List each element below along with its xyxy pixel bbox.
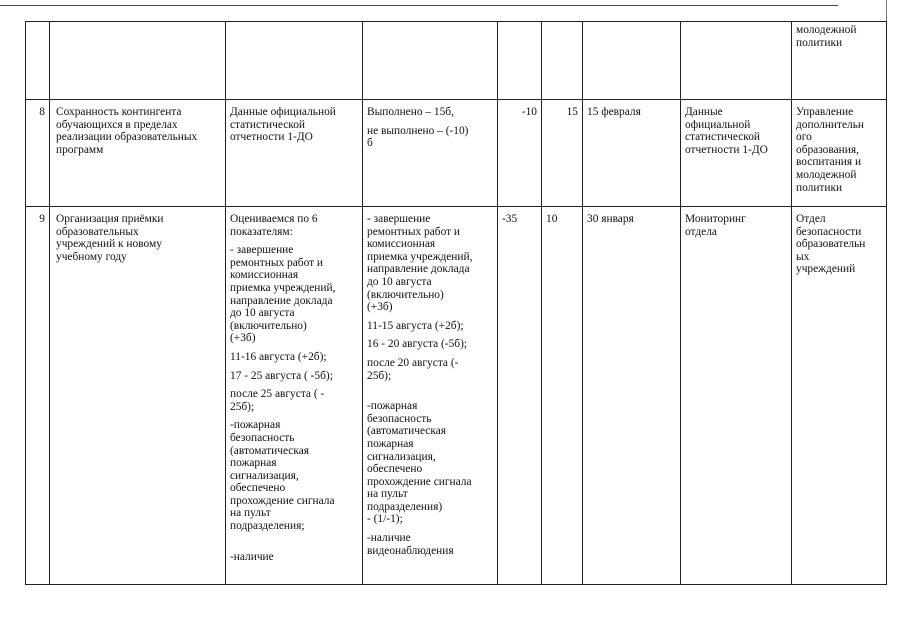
cell-number (26, 22, 50, 100)
text-line: Данные официальной (230, 106, 336, 118)
text-line: -наличие (230, 550, 274, 563)
cell-indicator (50, 207, 226, 585)
text-line: б (367, 137, 373, 150)
text-line: безопасность (367, 412, 432, 425)
text-line: безопасность (230, 431, 295, 444)
text-line: подразделения) (367, 500, 443, 513)
cell-responsible (792, 22, 887, 100)
cell-source (226, 100, 363, 207)
cell-control (681, 207, 792, 585)
cell-min-score (498, 22, 542, 100)
text-line: воспитания и (796, 156, 862, 169)
table-row-continued (26, 22, 887, 100)
text-line: - завершение (230, 244, 294, 257)
text-line: Сохранность контингента (56, 106, 182, 118)
text-line: приемка учреждений, (230, 281, 336, 294)
cell-source (226, 22, 363, 100)
text-line: Мониторинг (685, 213, 746, 225)
text-line: (+3б) (230, 332, 256, 345)
cell-deadline: 30 января (583, 207, 681, 585)
cell-control (681, 22, 792, 100)
text-line: не выполнено – (-10) (367, 124, 469, 137)
text-line: (включительно) (367, 288, 444, 301)
text-line: статистической (685, 131, 761, 144)
cell-deadline: 15 февраля (583, 100, 681, 207)
cell-responsible (792, 207, 887, 585)
cell-responsible (792, 100, 887, 207)
text-line: образовательных (56, 225, 139, 238)
evaluation-table (25, 21, 887, 585)
text-line: 11-16 августа (+2б); (230, 350, 327, 363)
cell-min-score: -35 (498, 207, 542, 585)
text-line: реализации образовательных (56, 131, 198, 144)
text-line: Выполнено – 15б, (367, 106, 454, 118)
cell-number: 8 (26, 100, 50, 207)
text-line: Организация приёмки (56, 213, 164, 225)
text-line: Управление (796, 106, 854, 118)
cell-min-score: -10 (498, 100, 542, 207)
text-line: программ (56, 143, 104, 156)
text-line: до 10 августа (230, 307, 295, 320)
text-line: Оцениваемся по 6 (230, 213, 318, 225)
text-line: 17 - 25 августа ( -5б); (230, 369, 333, 382)
text-line: учреждений к новому (56, 238, 162, 251)
text-line: Данные (685, 106, 723, 118)
text-line: (автоматическая (367, 425, 446, 438)
text-line: ых (796, 250, 810, 263)
text-line: показателям: (230, 225, 293, 238)
text-line: после 20 августа (- (367, 356, 459, 369)
text-line: (автоматическая (230, 444, 309, 457)
text-line: отдела (685, 225, 717, 238)
text-line: отчетности 1-ДО (685, 143, 768, 156)
cell-indicator (50, 22, 226, 100)
text-line: ремонтных работ и (367, 225, 461, 238)
table-row-9 (26, 207, 887, 585)
text-line: учебному году (56, 250, 127, 263)
cell-criteria (363, 22, 498, 100)
text-line: - (1/-1); (367, 513, 403, 526)
cell-control (681, 100, 792, 207)
text-line: прохождение сигнала (367, 475, 472, 488)
cell-deadline (583, 22, 681, 100)
top-rule (0, 5, 838, 6)
text-line: сигнализация, (230, 469, 299, 482)
text-line: образовательн (796, 238, 866, 251)
cell-max-score: 15 (542, 100, 583, 207)
text-line: до 10 августа (367, 275, 432, 288)
text-line: официальной (685, 118, 751, 131)
text-line: пожарная (230, 457, 277, 470)
text-line: 25б); (230, 400, 255, 413)
text-line: -пожарная (230, 419, 281, 432)
text-line: комиссионная (230, 269, 299, 282)
text-line: Отдел (796, 213, 826, 225)
cell-max-score (542, 22, 583, 100)
text-line: 16 - 20 августа (-5б); (367, 338, 468, 351)
text-line: молодежной (796, 24, 857, 36)
text-line: политики (796, 36, 843, 49)
text-line: - завершение (367, 213, 431, 225)
text-line: дополнительн (796, 118, 865, 131)
text-line: направление доклада (230, 294, 333, 307)
cell-number: 9 (26, 207, 50, 585)
text-line: молодежной (796, 168, 857, 181)
text-line: -пожарная (367, 400, 418, 413)
text-line: ого (796, 131, 812, 144)
text-line: отчетности 1-ДО (230, 131, 313, 144)
cell-criteria (363, 207, 498, 585)
text-line: подразделения; (230, 520, 305, 533)
cell-max-score: 10 (542, 207, 583, 585)
text-line: после 25 августа ( - (230, 388, 325, 401)
text-line: учреждений (796, 263, 856, 276)
text-line: прохождение сигнала (230, 494, 335, 507)
text-line: обеспечено (367, 463, 423, 476)
text-line: обеспечено (230, 482, 286, 495)
cell-criteria (363, 100, 498, 207)
text-line: на пульт (230, 507, 271, 520)
text-line: (включительно) (230, 319, 307, 332)
table-row-8 (26, 100, 887, 207)
text-line: 25б); (367, 369, 392, 382)
text-line: приемка учреждений, (367, 250, 473, 263)
edge-mark (886, 0, 887, 22)
text-line: обучающихся в пределах (56, 118, 178, 131)
text-line: 11-15 августа (+2б); (367, 319, 464, 332)
text-line: (+3б) (367, 301, 393, 314)
text-line: статистической (230, 118, 306, 131)
text-line: безопасности (796, 225, 862, 238)
text-line: комиссионная (367, 238, 436, 251)
text-line: видеонаблюдения (367, 544, 454, 557)
text-line: ремонтных работ и (230, 256, 324, 269)
text-line: на пульт (367, 488, 408, 501)
text-line: политики (796, 181, 843, 194)
text-line: сигнализация, (367, 450, 436, 463)
cell-source (226, 207, 363, 585)
text-line: пожарная (367, 437, 414, 450)
text-line: образования, (796, 143, 859, 156)
text-line: направление доклада (367, 263, 470, 276)
text-line: -наличие (367, 532, 411, 545)
cell-indicator (50, 100, 226, 207)
